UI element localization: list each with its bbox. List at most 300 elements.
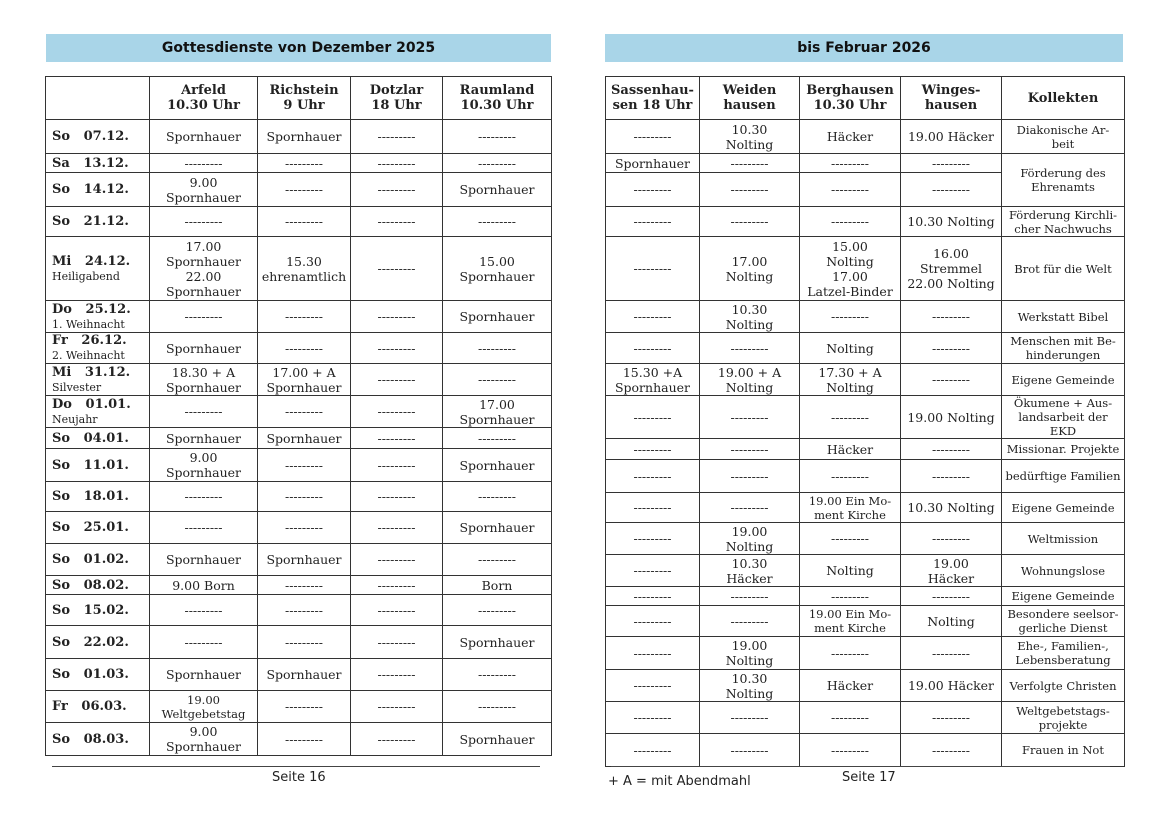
left-cell-text: 17.00 + A Spornhauer xyxy=(266,364,342,395)
date-label: So 15.02. xyxy=(52,602,129,618)
left-table-row xyxy=(46,723,552,756)
right-cell-text: 19.00 Häcker xyxy=(927,555,975,586)
right-cell-text: --------- xyxy=(633,261,672,276)
left-cell xyxy=(443,364,552,396)
right-cell xyxy=(901,333,1002,364)
right-cell xyxy=(700,333,800,364)
left-cell-text: --------- xyxy=(477,372,516,387)
left-cell-text: --------- xyxy=(377,155,416,171)
right-table-row xyxy=(606,364,1125,396)
left-table-row xyxy=(46,364,552,396)
kollekte-cell xyxy=(1002,154,1125,207)
left-table-row xyxy=(46,120,552,154)
date-sublabel: Silvester xyxy=(52,380,102,394)
right-cell-text: 19.00 Ein Mo- ment Kirche xyxy=(808,493,892,522)
kollekte-cell xyxy=(1002,333,1125,364)
right-table-row xyxy=(606,702,1125,734)
kollekte-cell xyxy=(1002,493,1125,523)
kollekte-cell-text: Brot für die Welt xyxy=(1014,261,1112,276)
kollekte-cell xyxy=(1002,396,1125,439)
left-cell-text: --------- xyxy=(477,214,516,229)
right-cell xyxy=(800,301,901,333)
right-cell xyxy=(800,523,901,555)
page-number-right: Seite 17 xyxy=(842,770,896,785)
left-cell-text: --------- xyxy=(377,404,416,419)
right-cell-text: --------- xyxy=(830,742,869,758)
left-cell xyxy=(258,544,351,576)
right-table-row xyxy=(606,670,1125,702)
left-cell-text: --------- xyxy=(184,404,223,419)
right-cell-text: --------- xyxy=(931,182,970,197)
right-cell xyxy=(606,702,700,734)
date-label: So 11.01. xyxy=(52,457,129,473)
kollekte-cell-text: Eigene Gemeinde xyxy=(1011,500,1115,515)
kollekte-cell xyxy=(1002,439,1125,460)
left-cell xyxy=(443,301,552,333)
right-cell xyxy=(606,670,700,702)
kollekte-cell-text: Menschen mit Be- hinderungen xyxy=(1010,334,1116,362)
right-cell xyxy=(606,734,700,767)
left-cell xyxy=(351,364,443,396)
left-cell-text: 9.00 Spornhauer xyxy=(165,724,242,754)
left-cell-text: --------- xyxy=(184,489,223,504)
right-cell xyxy=(700,670,800,702)
right-header-2 xyxy=(800,77,901,120)
right-cell-text: Häcker xyxy=(826,678,874,693)
right-cell xyxy=(901,364,1002,396)
date-label: So 07.12. xyxy=(52,129,129,144)
right-cell-text: 17.00 Nolting xyxy=(725,253,774,284)
right-cell-text: 15.30 +A Spornhauer xyxy=(614,364,691,395)
date-cell xyxy=(46,173,150,207)
left-cell xyxy=(150,154,258,173)
left-cell-text: Born xyxy=(481,577,513,593)
right-cell-text: 19.00 Häcker xyxy=(907,678,995,693)
left-cell-text: 9.00 Born xyxy=(172,577,235,593)
left-cell-text: 17.00 Spornhauer 22.00 Spornhauer xyxy=(165,238,242,299)
right-cell xyxy=(700,460,800,493)
left-cell-text: Spornhauer xyxy=(459,634,535,650)
left-cell xyxy=(351,173,443,207)
right-cell xyxy=(606,587,700,606)
right-cell-text: --------- xyxy=(633,645,672,661)
right-table-row xyxy=(606,587,1125,606)
right-cell xyxy=(700,493,800,523)
right-header-1 xyxy=(700,77,800,120)
kollekte-cell-text: Eigene Gemeinde xyxy=(1011,589,1115,603)
kollekte-cell xyxy=(1002,606,1125,637)
right-cell xyxy=(606,301,700,333)
right-cell xyxy=(800,637,901,670)
left-cell xyxy=(351,207,443,237)
kollekte-cell xyxy=(1002,460,1125,493)
right-cell-text: --------- xyxy=(633,678,672,693)
right-cell xyxy=(800,555,901,587)
date-cell xyxy=(46,576,150,595)
date-sublabel: Heiligabend xyxy=(52,269,120,283)
date-label: Fr 26.12. xyxy=(52,333,127,348)
right-table-row xyxy=(606,523,1125,555)
left-cell xyxy=(150,544,258,576)
kollekte-cell-text: Eigene Gemeinde xyxy=(1011,372,1115,387)
left-cell-text: 15.00 Spornhauer xyxy=(459,253,535,284)
right-cell-text: --------- xyxy=(931,155,970,171)
date-label: Sa 13.12. xyxy=(52,155,129,171)
kollekte-cell-text: Ehe-, Familien-, Lebensberatung xyxy=(1015,639,1111,667)
right-cell xyxy=(901,606,1002,637)
date-sublabel: 2. Weihnacht xyxy=(52,349,125,362)
right-table-row xyxy=(606,606,1125,637)
left-cell-text: --------- xyxy=(377,372,416,387)
left-cell-text: --------- xyxy=(284,602,323,618)
date-label: So 21.12. xyxy=(52,214,129,229)
right-cell-text: Häcker xyxy=(826,129,874,144)
left-cell xyxy=(351,428,443,449)
left-cell-text: --------- xyxy=(284,731,323,747)
right-table-row xyxy=(606,154,1125,173)
left-cell-text: --------- xyxy=(377,552,416,567)
right-cell-text: 19.00 Nolting xyxy=(725,523,774,554)
right-cell-text: Nolting xyxy=(826,340,874,356)
right-schedule-table xyxy=(605,76,1125,767)
left-footer-rule xyxy=(52,766,540,767)
right-cell-text: --------- xyxy=(633,563,672,578)
left-cell xyxy=(351,512,443,544)
right-cell-text: --------- xyxy=(730,710,769,725)
right-cell-text: --------- xyxy=(730,613,769,629)
right-cell-text: --------- xyxy=(633,129,672,144)
left-cell-text: --------- xyxy=(477,602,516,618)
left-cell-text: 17.00 Spornhauer xyxy=(459,396,535,427)
date-cell xyxy=(46,207,150,237)
right-cell-text: --------- xyxy=(931,372,970,387)
left-cell-text: --------- xyxy=(477,552,516,567)
abendmahl-footnote: + A = mit Abendmahl xyxy=(608,774,751,789)
right-cell xyxy=(800,439,901,460)
right-cell-text: 19.00 + A Nolting xyxy=(717,364,782,395)
right-cell-text: 19.00 Ein Mo- ment Kirche xyxy=(808,607,892,635)
left-cell xyxy=(258,512,351,544)
left-cell xyxy=(258,154,351,173)
right-cell-text: --------- xyxy=(730,182,769,197)
kollekte-cell-text: Förderung des Ehrenamts xyxy=(1020,166,1106,194)
left-cell xyxy=(443,544,552,576)
left-cell-text: --------- xyxy=(284,634,323,650)
date-label: Do 25.12. xyxy=(52,301,131,317)
left-cell-text: --------- xyxy=(184,520,223,535)
right-cell-text: 16.00 Stremmel 22.00 Nolting xyxy=(907,246,995,291)
right-cell-text: 10.30 Nolting xyxy=(907,500,995,515)
date-cell xyxy=(46,595,150,626)
right-cell-text: --------- xyxy=(931,710,970,725)
left-table-row xyxy=(46,301,552,333)
right-table-row xyxy=(606,439,1125,460)
left-cell-text: --------- xyxy=(184,155,223,171)
left-cell-text: --------- xyxy=(377,489,416,504)
right-cell xyxy=(700,154,800,173)
left-cell-text: Spornhauer xyxy=(459,182,535,197)
left-cell xyxy=(351,333,443,364)
right-cell-text: --------- xyxy=(931,468,970,484)
date-cell xyxy=(46,449,150,482)
left-cell xyxy=(150,237,258,301)
right-cell xyxy=(800,173,901,207)
left-cell-text: --------- xyxy=(377,182,416,197)
right-cell-text: --------- xyxy=(730,468,769,484)
date-label: Fr 06.03. xyxy=(52,699,127,714)
right-cell-text: --------- xyxy=(931,441,970,457)
left-cell xyxy=(258,482,351,512)
right-cell-text: --------- xyxy=(633,468,672,484)
right-cell xyxy=(606,333,700,364)
date-label: So 25.01. xyxy=(52,520,129,535)
left-cell xyxy=(150,207,258,237)
right-table-row xyxy=(606,237,1125,301)
left-cell-text: 18.30 + A Spornhauer xyxy=(165,364,242,395)
kollekte-cell xyxy=(1002,301,1125,333)
right-cell xyxy=(606,154,700,173)
right-cell xyxy=(700,396,800,439)
date-label: So 22.02. xyxy=(52,634,129,650)
right-cell-text: --------- xyxy=(931,309,970,324)
left-cell xyxy=(258,364,351,396)
right-table-row xyxy=(606,207,1125,237)
left-cell xyxy=(443,120,552,154)
right-cell-text: --------- xyxy=(730,409,769,425)
left-cell-text: Spornhauer xyxy=(165,667,242,682)
left-cell xyxy=(443,512,552,544)
right-cell-text: --------- xyxy=(830,588,869,604)
left-header-label: Raumland 10.30 Uhr xyxy=(459,83,535,113)
right-cell xyxy=(800,207,901,237)
left-table-row xyxy=(46,154,552,173)
right-cell-text: --------- xyxy=(633,214,672,229)
date-cell xyxy=(46,723,150,756)
left-table-row xyxy=(46,576,552,595)
right-cell xyxy=(901,439,1002,460)
kollekte-cell-text: Besondere seelsor- gerliche Dienst xyxy=(1007,607,1119,635)
left-cell xyxy=(443,207,552,237)
right-cell-text: Nolting xyxy=(826,563,874,578)
right-cell xyxy=(606,207,700,237)
left-header-label: Dotzlar 18 Uhr xyxy=(369,83,424,113)
right-cell xyxy=(901,523,1002,555)
left-cell-text: --------- xyxy=(284,520,323,535)
date-cell xyxy=(46,333,150,364)
right-table-row xyxy=(606,301,1125,333)
date-cell xyxy=(46,396,150,428)
left-cell xyxy=(351,396,443,428)
right-table-row xyxy=(606,555,1125,587)
right-cell-text: --------- xyxy=(830,409,869,425)
left-cell xyxy=(150,512,258,544)
right-cell xyxy=(901,207,1002,237)
right-cell xyxy=(800,396,901,439)
right-cell-text: --------- xyxy=(830,710,869,725)
right-cell-text: --------- xyxy=(633,531,672,546)
right-table-row xyxy=(606,637,1125,670)
left-header-2 xyxy=(258,77,351,120)
right-cell-text: --------- xyxy=(830,645,869,661)
right-cell xyxy=(606,173,700,207)
left-cell-text: --------- xyxy=(377,129,416,144)
kollekte-cell-text: Förderung Kirchli- cher Nachwuchs xyxy=(1008,207,1118,236)
left-cell-text: --------- xyxy=(477,699,516,714)
date-label: Mi 31.12. xyxy=(52,364,131,380)
left-cell xyxy=(443,723,552,756)
left-cell xyxy=(351,482,443,512)
left-cell xyxy=(351,449,443,482)
right-cell-text: --------- xyxy=(633,742,672,758)
left-cell xyxy=(150,691,258,723)
left-cell-text: Spornhauer xyxy=(459,731,535,747)
kollekte-cell-text: Verfolgte Christen xyxy=(1009,678,1117,693)
left-cell xyxy=(150,449,258,482)
left-cell xyxy=(443,333,552,364)
date-cell xyxy=(46,691,150,723)
date-cell xyxy=(46,364,150,396)
right-cell xyxy=(800,606,901,637)
date-cell xyxy=(46,120,150,154)
left-cell-text: 9.00 Spornhauer xyxy=(165,450,242,480)
left-cell-text: Spornhauer xyxy=(459,457,535,473)
left-cell-text: Spornhauer xyxy=(266,667,342,682)
right-cell-text: Spornhauer xyxy=(614,155,691,171)
left-cell-text: --------- xyxy=(377,457,416,473)
right-cell xyxy=(700,439,800,460)
left-cell xyxy=(351,576,443,595)
right-cell xyxy=(606,606,700,637)
right-cell xyxy=(700,237,800,301)
date-cell xyxy=(46,237,150,301)
right-cell xyxy=(901,396,1002,439)
left-cell-text: --------- xyxy=(377,602,416,618)
kollekte-cell xyxy=(1002,523,1125,555)
left-cell-text: --------- xyxy=(377,634,416,650)
right-header-label: Sassenhau- sen 18 Uhr xyxy=(611,83,694,113)
right-cell xyxy=(606,237,700,301)
left-cell-text: Spornhauer xyxy=(165,340,242,356)
left-cell-text: --------- xyxy=(377,520,416,535)
left-cell xyxy=(351,544,443,576)
left-cell xyxy=(443,428,552,449)
right-title-banner: bis Februar 2026 xyxy=(605,34,1123,62)
left-table-row xyxy=(46,449,552,482)
left-cell-text: --------- xyxy=(377,731,416,747)
kollekte-cell-text: Missionar. Projekte xyxy=(1006,442,1120,456)
left-cell xyxy=(150,173,258,207)
right-cell xyxy=(901,555,1002,587)
left-cell xyxy=(258,595,351,626)
right-cell-text: --------- xyxy=(830,182,869,197)
right-cell xyxy=(606,555,700,587)
kollekte-cell xyxy=(1002,637,1125,670)
left-table-row xyxy=(46,428,552,449)
right-table-row xyxy=(606,333,1125,364)
right-cell-text: --------- xyxy=(730,155,769,171)
date-label: So 08.02. xyxy=(52,577,129,593)
right-cell xyxy=(901,173,1002,207)
right-cell xyxy=(606,493,700,523)
left-title-banner: Gottesdienste von Dezember 2025 xyxy=(46,34,551,62)
right-cell xyxy=(800,237,901,301)
left-cell-text: --------- xyxy=(477,155,516,171)
right-cell-text: 10.30 Nolting xyxy=(907,214,995,229)
right-cell xyxy=(800,460,901,493)
left-cell-text: Spornhauer xyxy=(459,309,535,324)
left-header-label: Arfeld 10.30 Uhr xyxy=(167,83,240,113)
left-cell xyxy=(351,120,443,154)
left-cell xyxy=(258,396,351,428)
kollekte-cell-text: Ökumene + Aus- landsarbeit der EKD xyxy=(1013,396,1113,438)
left-cell-text: --------- xyxy=(284,340,323,356)
left-cell xyxy=(258,173,351,207)
left-cell xyxy=(351,301,443,333)
left-table-row xyxy=(46,544,552,576)
right-cell-text: --------- xyxy=(830,155,869,171)
left-cell-text: Spornhauer xyxy=(165,430,242,446)
left-header-4 xyxy=(443,77,552,120)
left-cell xyxy=(150,428,258,449)
left-cell xyxy=(351,237,443,301)
left-cell-text: --------- xyxy=(377,430,416,446)
right-cell xyxy=(800,670,901,702)
right-header-4 xyxy=(1002,77,1125,120)
left-cell xyxy=(150,659,258,691)
right-table-row xyxy=(606,396,1125,439)
kollekte-cell xyxy=(1002,670,1125,702)
left-cell xyxy=(150,120,258,154)
kollekte-cell-text: Wohnungslose xyxy=(1020,563,1106,578)
left-cell xyxy=(351,659,443,691)
left-cell-text: --------- xyxy=(377,261,416,276)
right-cell-text: 10.30 Nolting xyxy=(725,670,774,701)
left-cell xyxy=(258,207,351,237)
left-cell-text: --------- xyxy=(184,214,223,229)
right-cell-text: 10.30 Häcker xyxy=(726,555,773,586)
left-cell xyxy=(443,626,552,659)
kollekte-cell-text: Werkstatt Bibel xyxy=(1017,309,1109,324)
left-cell xyxy=(258,723,351,756)
right-cell-text: --------- xyxy=(830,214,869,229)
left-cell-text: --------- xyxy=(284,155,323,171)
right-header-label: Berghausen 10.30 Uhr xyxy=(806,83,894,113)
date-label: So 08.03. xyxy=(52,731,129,747)
right-cell-text: 19.00 Nolting xyxy=(725,638,774,668)
date-label: So 04.01. xyxy=(52,430,129,446)
right-header-label: Winges- hausen xyxy=(921,83,981,113)
left-cell-text: --------- xyxy=(377,340,416,356)
left-cell xyxy=(150,396,258,428)
right-cell xyxy=(800,587,901,606)
right-header-0 xyxy=(606,77,700,120)
left-cell-text: --------- xyxy=(477,129,516,144)
left-table-row xyxy=(46,691,552,723)
right-cell-text: --------- xyxy=(931,645,970,661)
right-cell xyxy=(800,364,901,396)
left-cell-text: --------- xyxy=(184,634,223,650)
left-cell xyxy=(150,333,258,364)
left-cell-text: --------- xyxy=(284,182,323,197)
left-cell xyxy=(258,120,351,154)
left-cell-text: Spornhauer xyxy=(459,520,535,535)
right-cell-text: 19.00 Häcker xyxy=(907,129,995,144)
right-cell xyxy=(901,120,1002,154)
kollekte-cell xyxy=(1002,587,1125,606)
right-cell-text: --------- xyxy=(633,182,672,197)
right-cell xyxy=(606,439,700,460)
left-cell xyxy=(258,449,351,482)
